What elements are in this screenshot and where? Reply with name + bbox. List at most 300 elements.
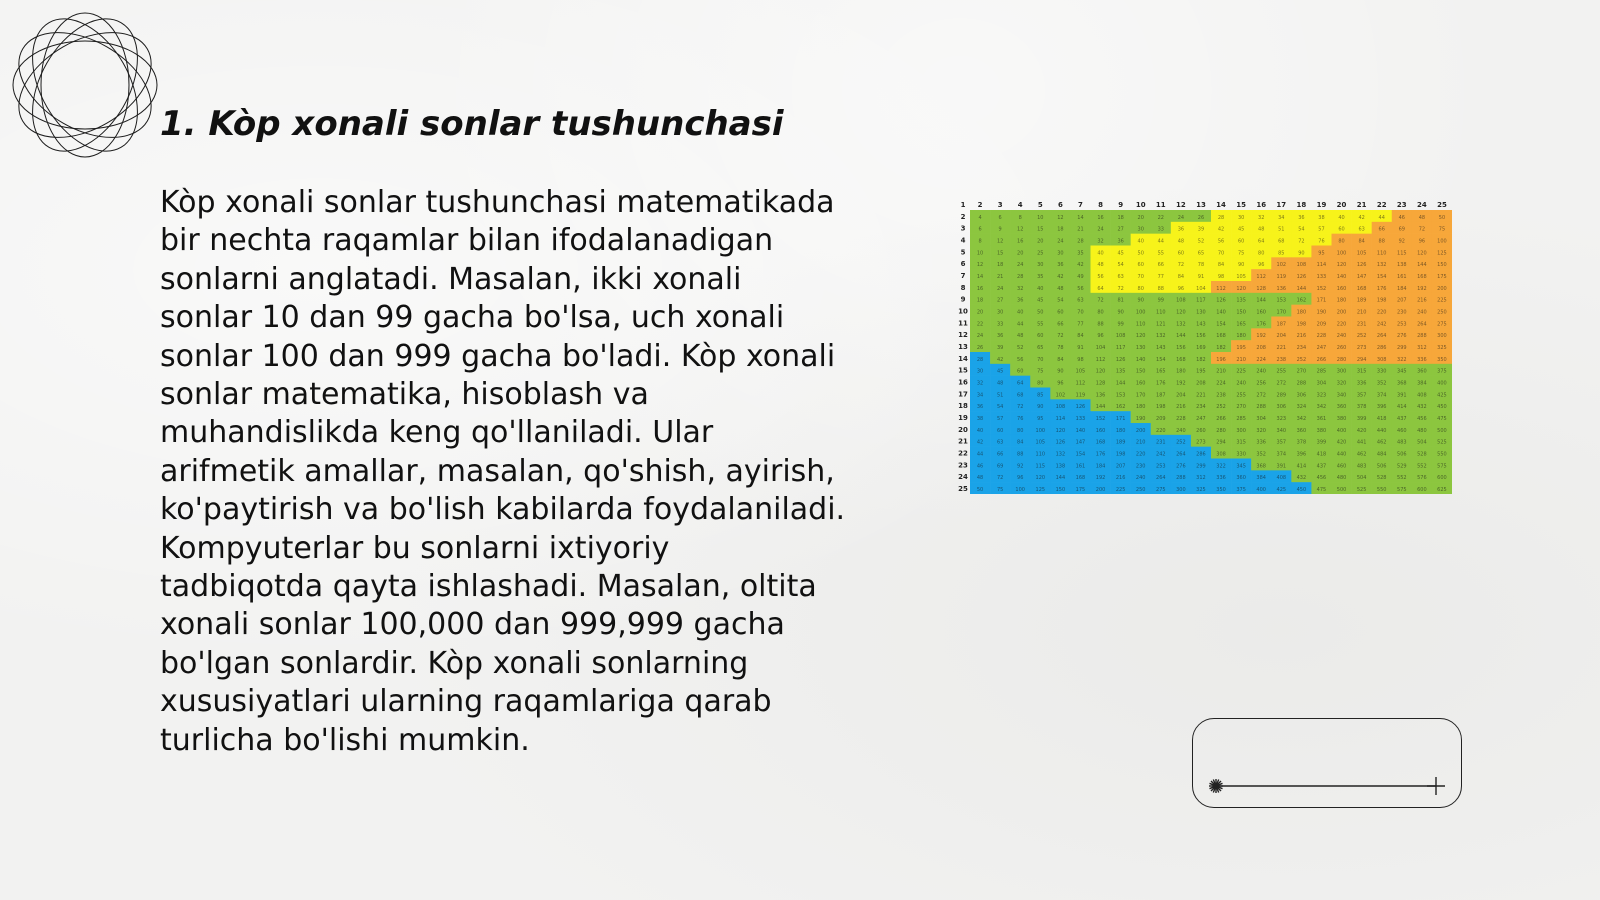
svg-text:22: 22: [1157, 214, 1164, 221]
svg-text:110: 110: [1035, 451, 1046, 458]
svg-text:250: 250: [1437, 309, 1447, 316]
svg-text:170: 170: [1276, 309, 1287, 316]
svg-text:100: 100: [1437, 238, 1447, 245]
svg-text:72: 72: [1017, 404, 1024, 411]
svg-text:80: 80: [1017, 427, 1024, 434]
svg-text:600: 600: [1437, 475, 1447, 482]
svg-text:152: 152: [1095, 416, 1106, 423]
svg-text:210: 210: [1216, 368, 1226, 375]
svg-text:460: 460: [1336, 463, 1347, 470]
svg-text:9: 9: [1118, 201, 1124, 209]
svg-text:24: 24: [976, 333, 984, 340]
svg-text:34: 34: [1278, 214, 1285, 221]
svg-text:270: 270: [1236, 404, 1246, 411]
svg-text:126: 126: [1216, 297, 1226, 304]
svg-text:90: 90: [1057, 368, 1064, 375]
svg-text:60: 60: [1057, 309, 1064, 316]
svg-text:456: 456: [1417, 416, 1427, 423]
svg-text:171: 171: [1316, 297, 1327, 304]
svg-text:280: 280: [1216, 427, 1226, 434]
svg-text:34: 34: [976, 392, 984, 399]
svg-text:216: 216: [1176, 404, 1186, 411]
svg-text:12: 12: [996, 238, 1004, 245]
svg-text:50: 50: [1438, 214, 1446, 221]
svg-text:18: 18: [958, 402, 968, 411]
svg-text:180: 180: [1176, 368, 1186, 375]
svg-text:40: 40: [1097, 250, 1104, 257]
svg-text:105: 105: [1356, 250, 1367, 257]
svg-text:140: 140: [1216, 309, 1226, 316]
svg-text:28: 28: [976, 356, 984, 363]
svg-text:168: 168: [1356, 285, 1367, 292]
svg-text:6: 6: [1057, 201, 1063, 209]
svg-text:168: 168: [1095, 439, 1106, 446]
svg-text:27: 27: [1117, 226, 1124, 233]
svg-text:65: 65: [1037, 345, 1044, 352]
svg-text:345: 345: [1397, 368, 1407, 375]
svg-text:414: 414: [1397, 404, 1407, 411]
svg-text:48: 48: [996, 380, 1004, 387]
svg-text:15: 15: [958, 366, 968, 375]
svg-text:11: 11: [958, 319, 968, 328]
svg-text:57: 57: [996, 416, 1004, 423]
svg-text:3: 3: [960, 224, 966, 233]
svg-text:10: 10: [958, 307, 968, 316]
svg-text:18: 18: [1117, 214, 1124, 221]
svg-text:84: 84: [1358, 238, 1365, 245]
svg-text:252: 252: [1356, 333, 1367, 340]
svg-text:56: 56: [1097, 274, 1104, 281]
svg-text:231: 231: [1356, 321, 1367, 328]
svg-text:133: 133: [1075, 416, 1086, 423]
svg-text:44: 44: [1157, 238, 1164, 245]
svg-text:323: 323: [1316, 392, 1327, 399]
svg-text:1: 1: [960, 201, 966, 209]
svg-text:165: 165: [1156, 368, 1166, 375]
svg-text:350: 350: [1216, 487, 1226, 494]
svg-text:5: 5: [1037, 201, 1043, 209]
svg-text:9: 9: [960, 295, 966, 304]
svg-text:483: 483: [1356, 463, 1367, 470]
svg-text:360: 360: [1236, 475, 1246, 482]
svg-text:322: 322: [1397, 356, 1407, 363]
svg-text:21: 21: [996, 274, 1004, 281]
svg-text:375: 375: [1236, 487, 1246, 494]
svg-text:552: 552: [1417, 463, 1427, 470]
svg-text:68: 68: [1278, 238, 1285, 245]
svg-text:175: 175: [1075, 487, 1086, 494]
svg-text:128: 128: [1095, 380, 1106, 387]
svg-text:231: 231: [1156, 439, 1166, 446]
svg-text:504: 504: [1417, 439, 1427, 446]
svg-text:23: 23: [1396, 201, 1407, 209]
svg-text:84: 84: [1017, 439, 1024, 446]
svg-text:135: 135: [1115, 368, 1126, 375]
svg-text:75: 75: [1237, 250, 1245, 257]
svg-text:400: 400: [1437, 380, 1447, 387]
svg-text:51: 51: [1278, 226, 1285, 233]
svg-text:225: 225: [1115, 487, 1126, 494]
svg-text:288: 288: [1417, 333, 1427, 340]
svg-text:70: 70: [1137, 274, 1144, 281]
svg-text:180: 180: [1236, 333, 1246, 340]
svg-text:48: 48: [1057, 285, 1064, 292]
svg-text:9: 9: [998, 226, 1002, 233]
svg-text:210: 210: [1356, 309, 1367, 316]
svg-text:171: 171: [1115, 416, 1126, 423]
svg-text:33: 33: [1157, 226, 1164, 233]
svg-text:342: 342: [1316, 404, 1327, 411]
svg-text:220: 220: [1135, 451, 1146, 458]
svg-text:104: 104: [1095, 345, 1106, 352]
svg-text:168: 168: [1176, 356, 1186, 363]
svg-text:117: 117: [1115, 345, 1126, 352]
svg-text:54: 54: [1298, 226, 1305, 233]
svg-text:140: 140: [1336, 274, 1347, 281]
svg-text:320: 320: [1336, 380, 1347, 387]
svg-text:144: 144: [1256, 297, 1266, 304]
svg-text:15: 15: [1236, 201, 1246, 209]
svg-text:216: 216: [1115, 475, 1126, 482]
svg-text:50: 50: [1137, 250, 1144, 257]
svg-text:91: 91: [1077, 345, 1084, 352]
svg-text:306: 306: [1276, 404, 1287, 411]
svg-text:240: 240: [1417, 309, 1427, 316]
svg-text:27: 27: [996, 297, 1004, 304]
svg-text:2: 2: [977, 201, 983, 209]
svg-text:504: 504: [1356, 475, 1367, 482]
svg-text:147: 147: [1075, 439, 1086, 446]
svg-text:120: 120: [1095, 368, 1106, 375]
svg-text:12: 12: [958, 331, 968, 340]
body-line: xususiyatlari ularning raqamlariga qarab: [160, 684, 772, 720]
svg-text:209: 209: [1156, 416, 1166, 423]
svg-text:288: 288: [1296, 380, 1307, 387]
svg-text:264: 264: [1156, 475, 1166, 482]
svg-text:529: 529: [1397, 463, 1407, 470]
svg-text:322: 322: [1216, 463, 1226, 470]
svg-text:80: 80: [1338, 238, 1345, 245]
svg-text:240: 240: [1176, 427, 1186, 434]
svg-text:108: 108: [1176, 297, 1186, 304]
svg-text:483: 483: [1397, 439, 1407, 446]
svg-text:160: 160: [1095, 427, 1106, 434]
svg-text:204: 204: [1176, 392, 1186, 399]
svg-text:84: 84: [1217, 262, 1225, 269]
svg-text:80: 80: [1097, 309, 1104, 316]
svg-text:35: 35: [1077, 250, 1084, 257]
svg-text:7: 7: [960, 272, 966, 281]
svg-text:550: 550: [1437, 451, 1447, 458]
svg-text:32: 32: [1017, 285, 1024, 292]
svg-text:189: 189: [1115, 439, 1126, 446]
svg-text:46: 46: [1398, 214, 1405, 221]
svg-text:7: 7: [1078, 201, 1083, 209]
svg-text:45: 45: [1237, 226, 1245, 233]
svg-text:108: 108: [1055, 404, 1066, 411]
svg-text:15: 15: [996, 250, 1004, 257]
svg-text:25: 25: [1437, 201, 1447, 209]
svg-text:210: 210: [1236, 356, 1246, 363]
svg-text:14: 14: [1077, 214, 1084, 221]
svg-text:462: 462: [1356, 451, 1367, 458]
svg-text:88: 88: [1017, 451, 1024, 458]
svg-text:117: 117: [1196, 297, 1206, 304]
svg-text:187: 187: [1156, 392, 1166, 399]
svg-text:72: 72: [1097, 297, 1104, 304]
svg-text:26: 26: [976, 345, 984, 352]
svg-text:90: 90: [1117, 309, 1124, 316]
svg-text:110: 110: [1376, 250, 1387, 257]
svg-text:16: 16: [1017, 238, 1024, 245]
svg-text:408: 408: [1276, 475, 1287, 482]
svg-text:102: 102: [1055, 392, 1066, 399]
svg-text:48: 48: [1418, 214, 1426, 221]
svg-text:24: 24: [1417, 201, 1427, 209]
svg-text:234: 234: [1196, 404, 1206, 411]
svg-text:30: 30: [976, 368, 984, 375]
svg-text:20: 20: [958, 425, 968, 434]
svg-text:125: 125: [1437, 250, 1447, 257]
svg-text:252: 252: [1296, 356, 1307, 363]
svg-text:252: 252: [1176, 439, 1186, 446]
svg-text:240: 240: [1336, 333, 1347, 340]
svg-text:176: 176: [1156, 380, 1166, 387]
svg-text:12: 12: [1017, 226, 1024, 233]
svg-text:38: 38: [976, 416, 984, 423]
svg-text:126: 126: [1296, 274, 1307, 281]
svg-text:55: 55: [1157, 250, 1164, 257]
svg-text:120: 120: [1035, 475, 1046, 482]
svg-text:90: 90: [1137, 297, 1144, 304]
svg-text:77: 77: [1077, 321, 1084, 328]
svg-text:24: 24: [958, 473, 968, 482]
svg-text:192: 192: [1095, 475, 1106, 482]
svg-text:272: 272: [1256, 392, 1266, 399]
svg-text:209: 209: [1316, 321, 1327, 328]
body-line: tadbiqotda qayta ishlashadi. Masalan, oltita: [160, 569, 817, 605]
svg-text:56: 56: [1077, 285, 1084, 292]
svg-text:96: 96: [1017, 475, 1024, 482]
svg-text:48: 48: [1097, 262, 1104, 269]
svg-text:99: 99: [1157, 297, 1164, 304]
spirograph-ornament-icon: [10, 10, 160, 160]
svg-text:63: 63: [1077, 297, 1084, 304]
svg-text:42: 42: [976, 439, 984, 446]
svg-text:72: 72: [1298, 238, 1305, 245]
svg-text:132: 132: [1176, 321, 1186, 328]
body-line: bo'lgan sonlardir. Kòp xonali sonlarning: [160, 645, 749, 681]
svg-text:30: 30: [1137, 226, 1144, 233]
svg-text:525: 525: [1356, 487, 1367, 494]
svg-text:60: 60: [1137, 262, 1144, 269]
svg-text:40: 40: [1037, 285, 1044, 292]
svg-text:294: 294: [1356, 356, 1367, 363]
svg-text:40: 40: [1017, 309, 1024, 316]
svg-text:84: 84: [1177, 274, 1185, 281]
svg-text:14: 14: [958, 354, 968, 363]
svg-text:3: 3: [997, 201, 1003, 209]
svg-text:84: 84: [1057, 356, 1064, 363]
svg-text:484: 484: [1376, 451, 1387, 458]
svg-text:247: 247: [1316, 345, 1327, 352]
svg-text:132: 132: [1055, 451, 1066, 458]
svg-text:21: 21: [958, 437, 968, 446]
body-line: sonlar 100 dan 999 gacha bo'ladi. Kòp xonali: [160, 338, 836, 374]
svg-text:208: 208: [1196, 380, 1206, 387]
sparkle-star-icon: [1209, 779, 1223, 793]
svg-text:312: 312: [1196, 475, 1206, 482]
svg-text:315: 315: [1356, 368, 1367, 375]
svg-text:24: 24: [996, 285, 1004, 292]
svg-text:160: 160: [1135, 380, 1146, 387]
svg-text:200: 200: [1437, 285, 1447, 292]
svg-text:18: 18: [996, 262, 1004, 269]
svg-text:220: 220: [1376, 309, 1387, 316]
svg-text:200: 200: [1336, 309, 1347, 316]
svg-text:14: 14: [1216, 201, 1226, 209]
svg-text:600: 600: [1417, 487, 1427, 494]
svg-text:40: 40: [1338, 214, 1345, 221]
body-line: xonali sonlar 100,000 dan 999,999 gacha: [160, 607, 785, 643]
svg-text:189: 189: [1356, 297, 1367, 304]
svg-text:78: 78: [1057, 345, 1064, 352]
svg-text:32: 32: [1258, 214, 1265, 221]
svg-text:99: 99: [1117, 321, 1124, 328]
svg-text:20: 20: [976, 309, 984, 316]
svg-text:456: 456: [1316, 475, 1327, 482]
svg-text:506: 506: [1397, 451, 1407, 458]
svg-text:30: 30: [1237, 214, 1245, 221]
svg-text:480: 480: [1336, 475, 1347, 482]
svg-text:16: 16: [1097, 214, 1104, 221]
svg-text:138: 138: [1397, 262, 1407, 269]
svg-text:192: 192: [1176, 380, 1186, 387]
svg-text:255: 255: [1276, 368, 1287, 375]
svg-text:275: 275: [1156, 487, 1166, 494]
svg-text:20: 20: [1336, 201, 1347, 209]
svg-text:550: 550: [1376, 487, 1387, 494]
svg-text:176: 176: [1256, 321, 1266, 328]
svg-text:13: 13: [958, 343, 968, 352]
svg-text:63: 63: [1117, 274, 1124, 281]
svg-text:153: 153: [1276, 297, 1287, 304]
svg-text:70: 70: [1077, 309, 1084, 316]
svg-text:462: 462: [1376, 439, 1387, 446]
svg-text:28: 28: [1077, 238, 1084, 245]
svg-text:306: 306: [1296, 392, 1307, 399]
svg-text:208: 208: [1256, 345, 1266, 352]
svg-text:230: 230: [1397, 309, 1407, 316]
svg-text:400: 400: [1336, 427, 1347, 434]
svg-text:308: 308: [1376, 356, 1387, 363]
svg-text:96: 96: [1258, 262, 1265, 269]
svg-text:66: 66: [1057, 321, 1064, 328]
svg-text:289: 289: [1276, 392, 1287, 399]
svg-text:120: 120: [1176, 309, 1186, 316]
svg-text:42: 42: [1217, 226, 1225, 233]
svg-text:143: 143: [1156, 345, 1166, 352]
svg-text:220: 220: [1336, 321, 1347, 328]
svg-text:180: 180: [1336, 297, 1347, 304]
svg-text:200: 200: [1135, 427, 1146, 434]
svg-text:380: 380: [1316, 427, 1327, 434]
svg-text:207: 207: [1115, 463, 1126, 470]
body-line: sonlarni anglatadi. Masalan, ikki xonali: [160, 261, 742, 297]
svg-text:98: 98: [1217, 274, 1225, 281]
svg-text:110: 110: [1156, 309, 1166, 316]
svg-text:266: 266: [1216, 416, 1226, 423]
svg-text:352: 352: [1376, 380, 1387, 387]
svg-text:375: 375: [1437, 368, 1447, 375]
svg-text:95: 95: [1318, 250, 1325, 257]
svg-text:552: 552: [1397, 475, 1407, 482]
svg-text:299: 299: [1397, 345, 1407, 352]
svg-text:368: 368: [1397, 380, 1407, 387]
svg-text:360: 360: [1417, 368, 1427, 375]
svg-text:76: 76: [1318, 238, 1325, 245]
svg-text:10: 10: [1135, 201, 1146, 209]
svg-text:108: 108: [1115, 333, 1126, 340]
svg-text:90: 90: [1237, 262, 1245, 269]
svg-text:45: 45: [996, 368, 1004, 375]
svg-text:112: 112: [1075, 380, 1086, 387]
svg-text:280: 280: [1336, 356, 1347, 363]
svg-text:21: 21: [1077, 226, 1084, 233]
svg-text:48: 48: [1258, 226, 1265, 233]
svg-text:63: 63: [1358, 226, 1365, 233]
svg-text:425: 425: [1276, 487, 1287, 494]
svg-text:60: 60: [1338, 226, 1345, 233]
svg-text:36: 36: [996, 333, 1004, 340]
svg-text:36: 36: [1298, 214, 1305, 221]
svg-text:138: 138: [1055, 463, 1066, 470]
svg-text:4: 4: [960, 236, 966, 245]
svg-text:175: 175: [1437, 274, 1447, 281]
svg-text:45: 45: [1037, 297, 1044, 304]
svg-text:224: 224: [1256, 356, 1266, 363]
svg-text:64: 64: [1017, 380, 1024, 387]
svg-text:192: 192: [1417, 285, 1427, 292]
svg-text:378: 378: [1296, 439, 1307, 446]
svg-text:260: 260: [1196, 427, 1206, 434]
svg-text:19: 19: [958, 414, 968, 423]
svg-text:176: 176: [1376, 285, 1387, 292]
svg-text:66: 66: [996, 451, 1004, 458]
svg-text:221: 221: [1276, 345, 1287, 352]
svg-text:144: 144: [1115, 380, 1126, 387]
svg-text:132: 132: [1376, 262, 1387, 269]
svg-text:184: 184: [1397, 285, 1407, 292]
svg-text:308: 308: [1216, 451, 1226, 458]
svg-text:150: 150: [1437, 262, 1447, 269]
svg-text:153: 153: [1115, 392, 1126, 399]
svg-text:192: 192: [1256, 333, 1266, 340]
svg-text:300: 300: [1176, 487, 1186, 494]
svg-text:55: 55: [1037, 321, 1044, 328]
svg-text:63: 63: [996, 439, 1004, 446]
svg-text:225: 225: [1236, 368, 1246, 375]
svg-text:24: 24: [1177, 214, 1185, 221]
svg-text:2: 2: [960, 212, 966, 221]
svg-text:28: 28: [1217, 214, 1225, 221]
svg-text:56: 56: [1017, 356, 1024, 363]
svg-text:126: 126: [1055, 439, 1066, 446]
svg-text:165: 165: [1236, 321, 1246, 328]
svg-text:285: 285: [1316, 368, 1327, 375]
svg-text:156: 156: [1176, 345, 1186, 352]
svg-text:276: 276: [1176, 463, 1186, 470]
